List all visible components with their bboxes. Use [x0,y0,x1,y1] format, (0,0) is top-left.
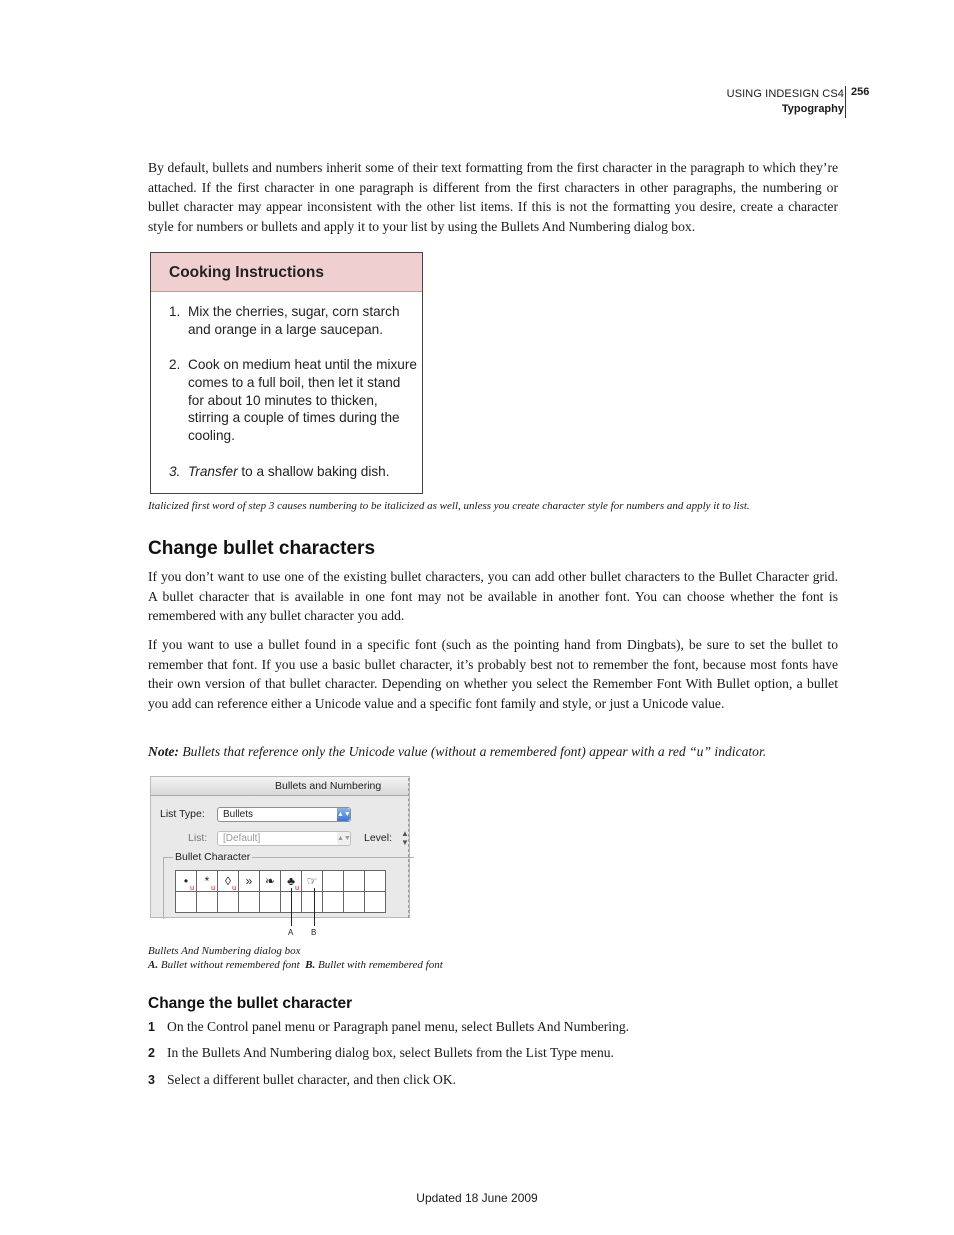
note-text: Bullets that reference only the Unicode value (without a remembered font) appear with a red “u” indicator. [178,744,767,759]
bullet-cell[interactable] [302,892,323,913]
list-label: List: [188,832,208,844]
bullet-glyph: ♣ [287,874,295,888]
select-arrows-icon: ▲▼ [337,808,350,821]
bullet-glyph: » [245,874,253,888]
legend-a-text: Bullet without remembered font [158,959,300,971]
cooking-instructions-box [150,252,423,494]
callout-line-b [314,888,315,926]
bullet-cell[interactable] [260,892,281,913]
bullet-glyph: * [204,874,210,888]
legend-b-label: B. [305,959,316,971]
legend-b-text: Bullet with remembered font [315,959,443,971]
figure-caption: Italicized first word of step 3 causes numbering to be italicized as well, unless you create character style for numbers and apply it to list. [148,500,750,512]
select-arrows-icon: ▲▼ [337,832,350,845]
bullet-cell[interactable] [239,892,260,913]
list-type-value: Bullets [223,809,254,820]
subsection-heading: Change the bullet character [148,995,353,1012]
level-stepper-icon[interactable]: ▲ ▼ [401,829,409,847]
cooking-box-title: Cooking Instructions [169,264,324,281]
bullet-character-grid [175,870,386,913]
step-text: Select a different bullet character, and then click OK. [167,1072,457,1087]
callout-line-a [291,888,292,926]
bullet-character-label: Bullet Character [175,851,251,863]
bullet-cell[interactable] [197,892,218,913]
bullet-cell[interactable] [260,871,281,892]
callout-label-a: A [288,928,294,937]
bullet-cell[interactable] [197,871,218,892]
bullet-cell[interactable] [365,892,386,913]
dialog-title: Bullets and Numbering [275,780,382,792]
unicode-indicator: u [190,885,194,892]
procedure-step [148,1018,629,1036]
bullet-cell[interactable] [176,871,197,892]
figure-caption-legend [148,958,443,972]
dialog-titlebar [151,777,409,796]
bullet-glyph: • [183,874,189,888]
bullet-cell[interactable] [218,892,239,913]
cooking-step-number: 3. [169,464,181,479]
list-value: [Default] [223,833,261,844]
bullet-glyph: ❧ [264,874,276,888]
list-select[interactable] [217,831,351,846]
legend-a-label: A. [148,959,159,971]
intro-paragraph: By default, bullets and numbers inherit some of their text formatting from the first character in the paragraph to which they’re attached. If the first character in one paragraph is different from the first characters in other paragraphs, the numbering or bullet character may appear inconsistent with the other list items. If this is not the formatting you desire, create a character style for numbers or bullets and apply it to your list by using the Bullets And Numbering dialog box. [148,160,838,234]
bullet-cell[interactable] [323,892,344,913]
cooking-step-text: Cook on medium heat until the mixure comes to a full boil, then let it stand for about 10 minutes to thicken, stirring a couple of times during the cooling. [188,357,417,444]
level-label: Level: [364,832,393,844]
step-number: 3 [148,1073,155,1087]
section-heading: Change bullet characters [148,538,376,559]
bullet-cell[interactable] [302,871,323,892]
bullet-cell[interactable] [323,871,344,892]
unicode-indicator: u [295,885,299,892]
unicode-indicator: u [211,885,215,892]
bullet-cell[interactable] [344,871,365,892]
bullet-glyph: ☞ [306,874,318,888]
bullet-cell[interactable] [344,892,365,913]
cooking-step-number: 1. [169,304,181,319]
body-paragraph: If you don’t want to use one of the existing bullet characters, you can add other bullet characters to the Bullet Character grid. A bullet character that is available in one font may not be available in another font. You can choose whether the font is remembered with any bullet character you add. [148,569,838,624]
bullet-cell[interactable] [218,871,239,892]
body-paragraph: If you want to use a bullet found in a specific font (such as the pointing hand from Dingbats), be sure to set the bullet to remember that font. If you use a basic bullet character, it’s probably best not to remember the font, because most fonts have their own version of that bullet character. Depending on whether you select the Remember Font With Bullet option, a bullet you add can reference either a Unicode value and a specific font family and style, or just a Unicode value. [148,637,838,711]
page-footer: Updated 18 June 2009 [416,1191,538,1205]
page-number: 256 [851,86,870,98]
book-title: USING INDESIGN CS4 [726,88,844,100]
header-divider [845,86,846,118]
step-text: On the Control panel menu or Paragraph panel menu, select Bullets And Numbering. [167,1019,630,1034]
running-header [727,87,844,117]
cooking-step-text: Mix the cherries, sugar, corn starch and orange in a large saucepan. [188,304,400,337]
procedure-step [148,1071,456,1089]
bullet-cell[interactable] [239,871,260,892]
cooking-box-header [151,253,422,292]
procedure-step [148,1044,614,1062]
italic-word: Transfer [188,464,238,479]
step-number: 2 [148,1046,155,1060]
cooking-step-text [188,463,418,481]
bullet-glyph: ◊ [225,874,231,888]
list-type-label: List Type: [160,808,205,820]
figure-caption: Bullets And Numbering dialog box [148,945,301,957]
step-number: 1 [148,1020,155,1034]
cooking-step-rest: to a shallow baking dish. [237,464,390,479]
note-label: Note: [148,744,179,759]
unicode-indicator: u [232,885,236,892]
callout-label-b: B [311,928,317,937]
bullets-numbering-dialog [150,776,410,918]
bullet-cell[interactable] [365,871,386,892]
list-type-select[interactable] [217,807,351,822]
crop-edge [408,778,409,918]
cooking-step-number: 2. [169,357,181,372]
chapter-title: Typography [781,103,844,115]
note-paragraph [148,742,838,762]
step-text: In the Bullets And Numbering dialog box, select Bullets from the List Type menu. [167,1045,614,1060]
bullet-cell[interactable] [176,892,197,913]
